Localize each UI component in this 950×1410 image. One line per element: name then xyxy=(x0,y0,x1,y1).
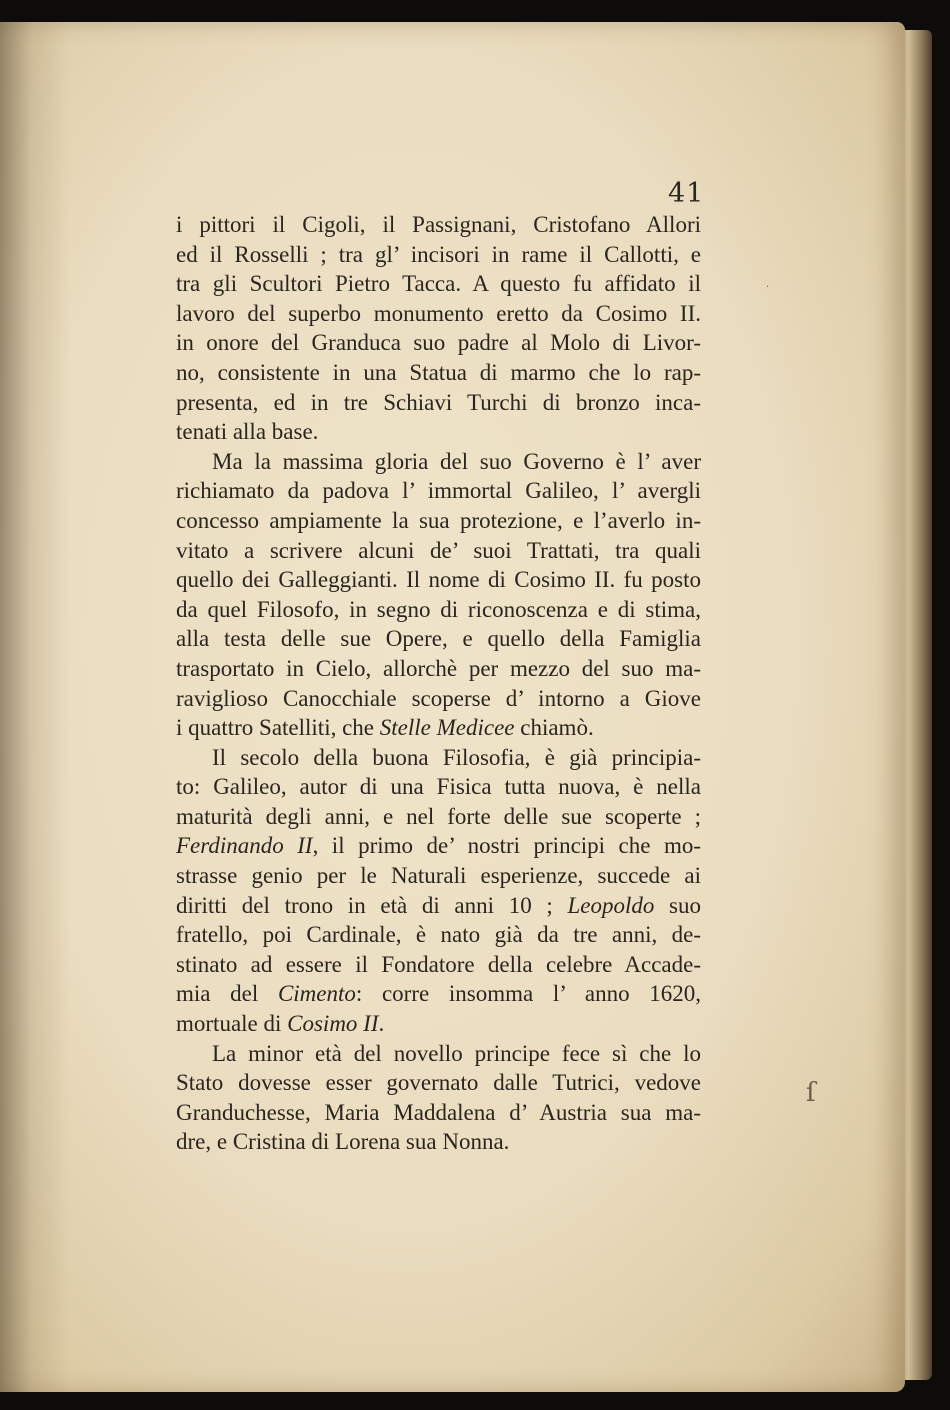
text-line xyxy=(176,1039,701,1069)
text-line xyxy=(176,269,701,299)
text-segment: richiamato da padova l’ immortal Galileo, l’ avergli xyxy=(176,478,701,504)
text-segment: La minor età del novello principe fece sì che lo xyxy=(212,1040,701,1066)
text-line xyxy=(176,743,701,773)
text-segment: tenati alla base. xyxy=(176,419,319,445)
text-line xyxy=(176,950,701,980)
text-line xyxy=(176,210,701,240)
text-line xyxy=(176,447,701,477)
text-segment: mia del xyxy=(176,981,278,1007)
text-line xyxy=(176,979,701,1009)
text-line xyxy=(176,920,701,950)
italic-text: Ferdinando II xyxy=(176,833,313,859)
text-line xyxy=(176,388,701,418)
text-segment: maturità degli anni, e nel forte delle sue scoperte ; xyxy=(176,803,701,829)
text-line xyxy=(176,240,701,270)
text-line xyxy=(176,1068,701,1098)
text-line xyxy=(176,536,701,566)
text-segment: da quel Filosofo, in segno di riconoscenza e di stima, xyxy=(176,596,701,622)
text-segment: tra gli Scultori Pietro Tacca. A questo fu affidato il xyxy=(176,271,701,297)
margin-mark: ſ xyxy=(806,1078,816,1108)
paper-speck: · xyxy=(766,282,770,293)
page-number: 41 xyxy=(668,178,705,209)
text-line xyxy=(176,595,701,625)
text-segment: diritti del trono in età di anni 10 ; xyxy=(176,892,568,918)
text-segment: no, consistente in una Statua di marmo che lo rap- xyxy=(176,359,701,385)
text-line xyxy=(176,299,701,329)
text-segment: i quattro Satelliti, che xyxy=(176,715,380,741)
text-line xyxy=(176,417,701,447)
text-segment: fratello, poi Cardinale, è nato già da tre anni, de- xyxy=(176,922,701,948)
text-line xyxy=(176,802,701,832)
text-segment: . xyxy=(378,1011,385,1037)
text-line xyxy=(176,565,701,595)
text-segment: mortuale di xyxy=(176,1011,288,1037)
text-line xyxy=(176,772,701,802)
text-segment: in onore del Granduca suo padre al Molo di Livor- xyxy=(176,330,701,356)
text-segment: i pittori il Cigoli, il Passignani, Cristofano Allori xyxy=(176,212,701,237)
text-segment: lavoro del superbo monumento eretto da Cosimo II. xyxy=(176,300,701,326)
text-segment: strasse genio per le Naturali esperienze, succede ai xyxy=(176,863,701,889)
text-line xyxy=(176,654,701,684)
text-line xyxy=(176,713,701,743)
text-line xyxy=(176,891,701,921)
text-segment: Il secolo della buona Filosofia, è già principia- xyxy=(212,744,701,770)
body-text xyxy=(176,210,701,1157)
text-line xyxy=(176,358,701,388)
text-segment: : corre insomma l’ anno 1620, xyxy=(355,981,701,1007)
text-segment: Ma la massima gloria del suo Governo è l’ aver xyxy=(212,448,701,474)
italic-text: Cimento xyxy=(277,981,356,1007)
italic-text: Stelle Medicee xyxy=(379,715,515,741)
italic-text: Leopoldo xyxy=(567,892,655,918)
text-line xyxy=(176,624,701,654)
text-line xyxy=(176,1098,701,1128)
text-segment: to: Galileo, autor di una Fisica tutta nuova, è nella xyxy=(176,774,701,800)
text-line xyxy=(176,831,701,861)
text-segment: , il primo de’ nostri principi che mo- xyxy=(312,833,701,859)
text-line xyxy=(176,1127,701,1157)
text-segment: Stato dovesse esser governato dalle Tutrici, vedove xyxy=(176,1070,701,1096)
text-segment: suo xyxy=(654,892,701,918)
text-segment: ed il Rosselli ; tra gl’ incisori in rame il Callotti, e xyxy=(176,241,701,267)
text-segment: chiamò. xyxy=(514,715,594,741)
text-line xyxy=(176,506,701,536)
text-line xyxy=(176,476,701,506)
text-segment: trasportato in Cielo, allorchè per mezzo del suo ma- xyxy=(176,655,701,681)
text-line xyxy=(176,1009,701,1039)
text-line xyxy=(176,328,701,358)
text-segment: quello dei Galleggianti. Il nome di Cosimo II. fu posto xyxy=(176,567,701,593)
text-segment: alla testa delle sue Opere, e quello della Famiglia xyxy=(176,626,701,652)
text-segment: raviglioso Canocchiale scoperse d’ intorno a Giove xyxy=(176,685,701,711)
text-line xyxy=(176,684,701,714)
text-segment: presenta, ed in tre Schiavi Turchi di bronzo inca- xyxy=(176,389,701,415)
text-segment: dre, e Cristina di Lorena sua Nonna. xyxy=(176,1129,510,1155)
italic-text: Cosimo II xyxy=(287,1011,379,1037)
text-segment: Granduchesse, Maria Maddalena d’ Austria sua ma- xyxy=(176,1099,701,1125)
text-segment: concesso ampiamente la sua protezione, e l’averlo in- xyxy=(176,507,701,533)
text-line xyxy=(176,861,701,891)
text-segment: vitato a scrivere alcuni de’ suoi Trattati, tra quali xyxy=(176,537,701,563)
text-segment: stinato ad essere il Fondatore della celebre Accade- xyxy=(176,951,701,977)
